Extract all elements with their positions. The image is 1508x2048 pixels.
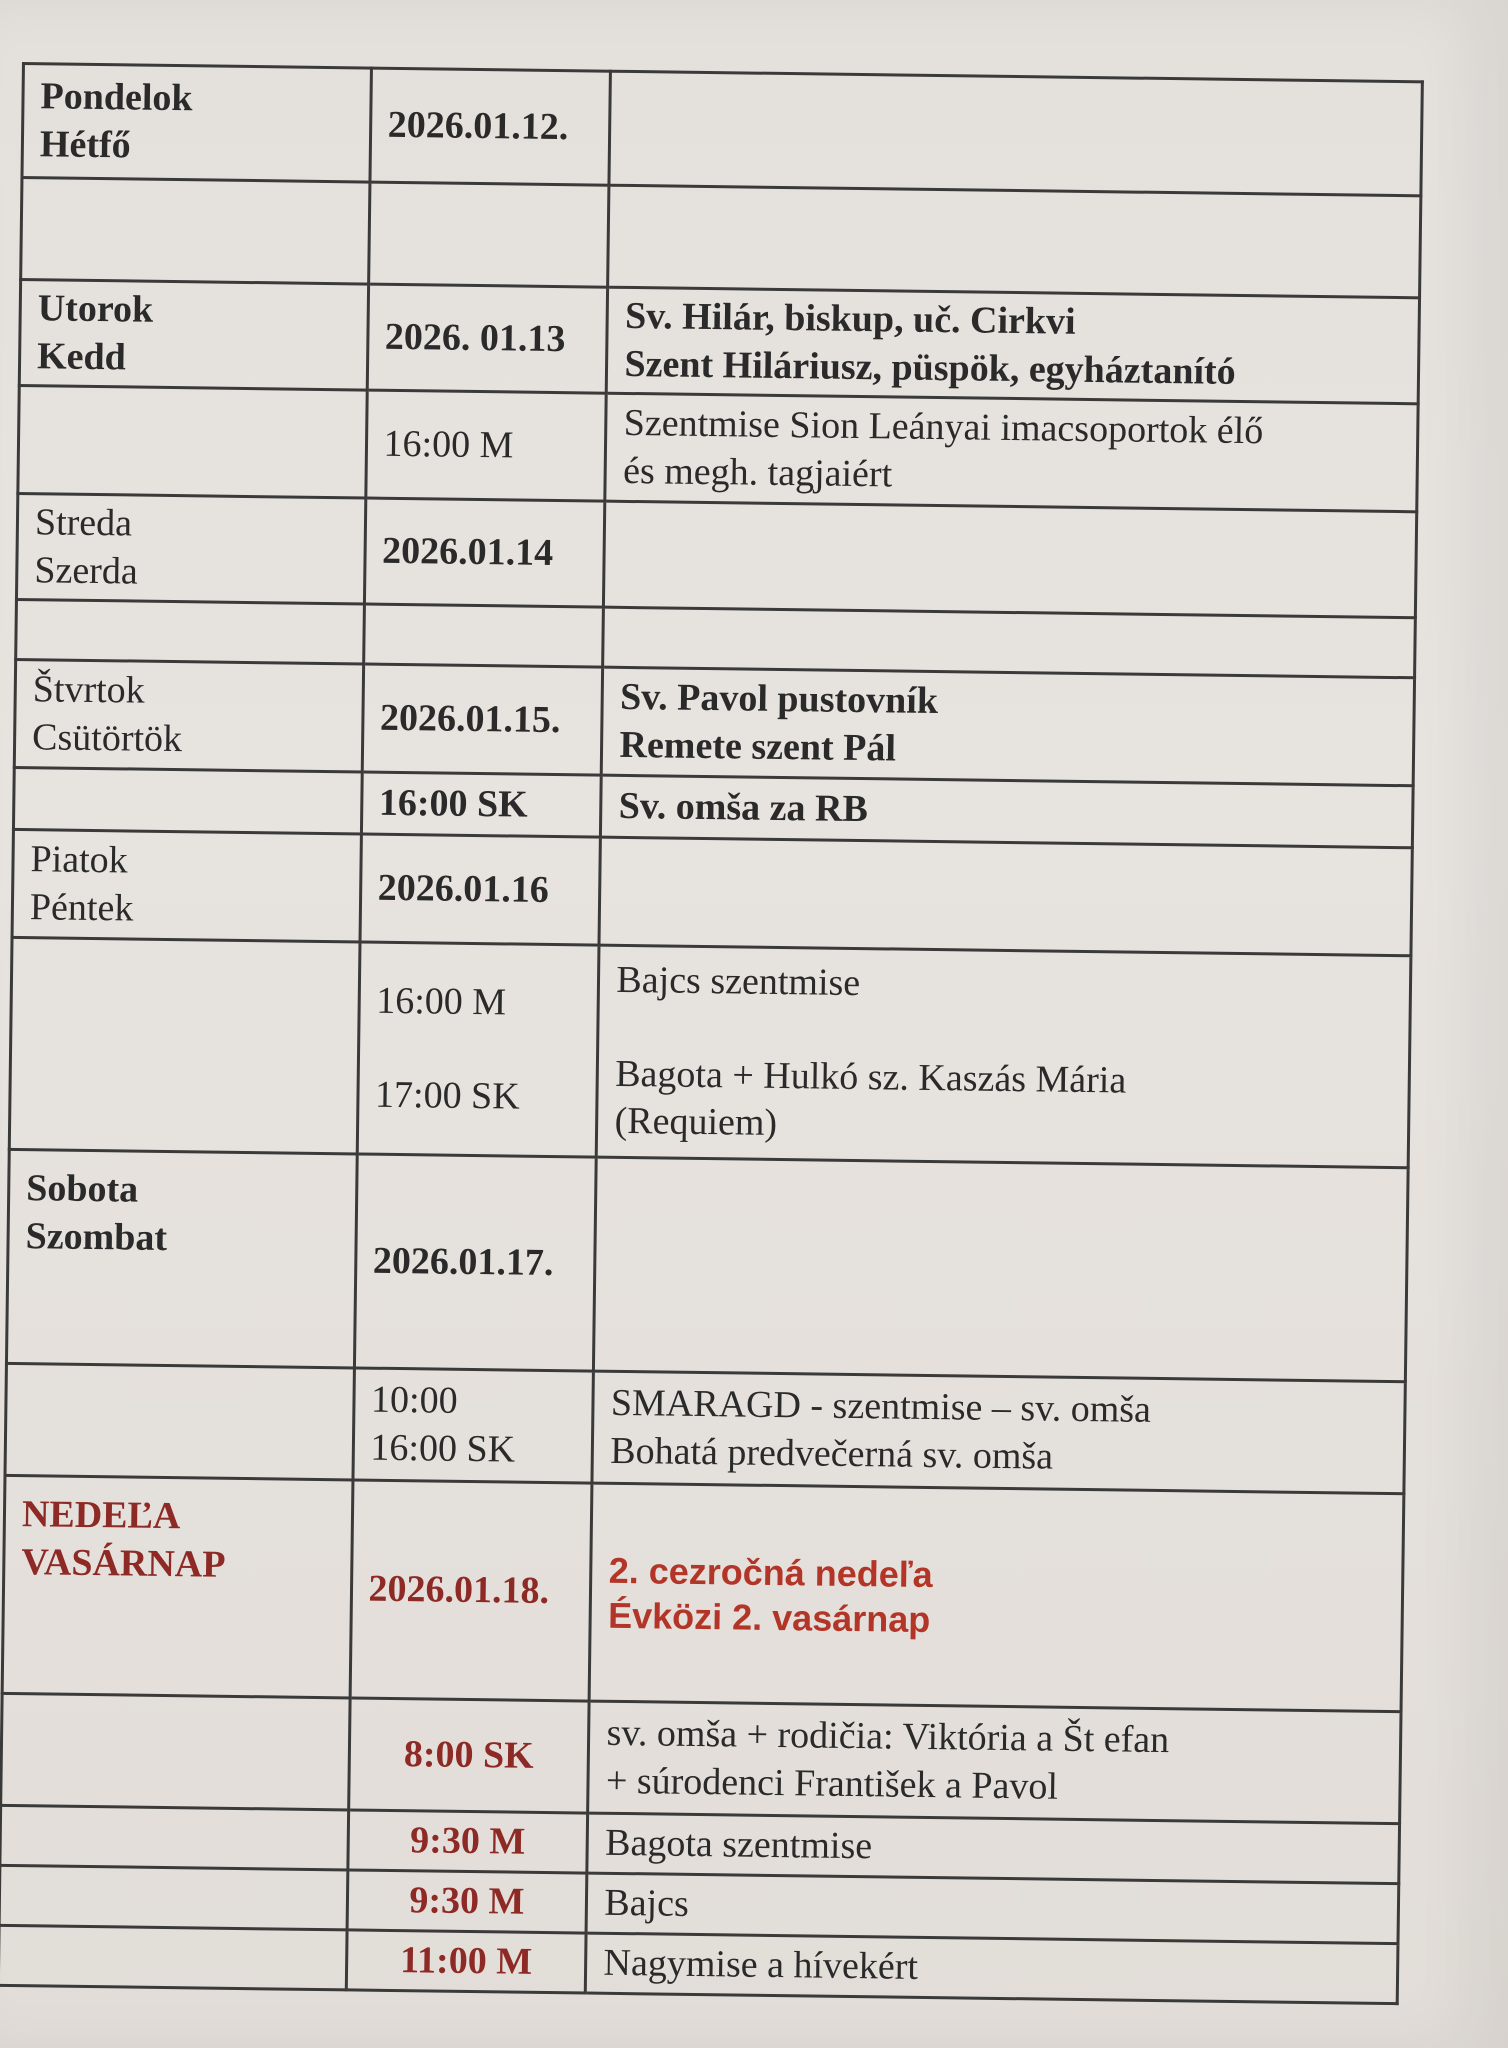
day-row-friday: [12, 829, 1412, 955]
feast-cell: [599, 837, 1412, 956]
service-time: 16:00 SK: [370, 1426, 516, 1471]
feast-hu: Szent Hiláriusz, püspök, egyháztanító: [624, 342, 1236, 393]
empty-cell: [0, 1865, 347, 1930]
day-name-cell: [19, 280, 368, 391]
feast-cell: [609, 71, 1422, 196]
feast-cell: [604, 501, 1417, 618]
day-name-sk: Piatok: [30, 838, 128, 882]
feast-hu: Remete szent Pál: [619, 723, 897, 769]
day-row-saturday: [6, 1149, 1408, 1381]
time-cell: 11:00 M: [346, 1930, 587, 1993]
feast-hu: Évközi 2. vasárnap: [607, 1594, 931, 1640]
day-name-cell: [16, 493, 365, 604]
service-row: [9, 937, 1411, 1167]
empty-cell: [13, 767, 361, 834]
service-line: és megh. tagjaiért: [622, 449, 893, 495]
day-row-tuesday: [19, 280, 1419, 404]
day-name-hu: Csütörtök: [31, 715, 183, 760]
service-line: Bajcs szentmise: [616, 959, 861, 1005]
service-cell: [605, 393, 1418, 512]
day-row-monday: [22, 64, 1422, 196]
service-cell: Bagota szentmise: [587, 1813, 1399, 1884]
feast-cell: [594, 1157, 1408, 1382]
date-cell: 2026.01.18.: [350, 1480, 593, 1701]
feast-cell: [590, 1483, 1404, 1712]
time-cell: [368, 182, 609, 287]
day-name-cell: [12, 829, 361, 942]
service-line: sv. omša + rodičia: Viktória a Št efan: [606, 1711, 1170, 1762]
empty-cell: [9, 937, 359, 1154]
empty-cell: [0, 1925, 347, 1990]
day-row-sunday: [2, 1475, 1404, 1711]
day-name-cell: [6, 1149, 356, 1368]
day-name-cell: [14, 659, 363, 772]
service-line: Bohatá predvečerná sv. omša: [610, 1429, 1054, 1478]
service-cell: [588, 1701, 1401, 1824]
service-row: [18, 385, 1418, 511]
service-time: 16:00 M: [375, 979, 507, 1024]
empty-cell: [0, 1805, 348, 1870]
service-cell: [603, 607, 1415, 678]
service-cell: Bajcs: [586, 1873, 1398, 1944]
time-cell: [363, 604, 604, 667]
date-cell: 2026. 01.13: [367, 284, 608, 393]
mass-schedule-table: [0, 62, 1424, 2005]
feast-sk: Sv. Pavol pustovník: [619, 675, 939, 723]
feast-sk: Sv. Hilár, biskup, uč. Cirkvi: [624, 294, 1076, 343]
empty-cell: [1, 1693, 350, 1810]
empty-cell: [18, 385, 367, 498]
day-name-sk: NEDEĽA: [21, 1493, 181, 1538]
day-row-thursday: [14, 659, 1414, 785]
day-name-hu: Kedd: [36, 334, 127, 378]
day-name-sk: Sobota: [25, 1167, 139, 1211]
service-line: SMARAGD - szentmise – sv. omša: [610, 1381, 1152, 1431]
time-cell: [357, 942, 600, 1157]
empty-cell: [5, 1363, 354, 1480]
service-line: (Requiem): [614, 1100, 778, 1145]
empty-cell: [16, 599, 364, 664]
service-line: + súrodenci František a Pavol: [605, 1759, 1059, 1808]
day-name-sk: Pondelok: [40, 75, 193, 120]
service-row: [5, 1363, 1405, 1493]
time-cell: 16:00 SK: [361, 772, 602, 837]
empty-cell: [21, 178, 370, 285]
service-time: 17:00 SK: [374, 1073, 520, 1118]
time-cell: 16:00 M: [365, 390, 606, 501]
day-name-hu: Szerda: [34, 548, 139, 593]
service-cell: Nagymise a hívekért: [586, 1933, 1398, 2004]
day-name-sk: Utorok: [37, 287, 154, 331]
service-cell: [608, 185, 1421, 298]
service-line: Bagota + Hulkó sz. Kaszás Mária: [614, 1052, 1127, 1102]
date-cell: 2026.01.16: [360, 834, 601, 945]
time-cell: [352, 1368, 593, 1483]
day-name-hu: VASÁRNAP: [21, 1540, 226, 1586]
day-name-hu: Péntek: [29, 885, 134, 930]
day-name-hu: Szombat: [25, 1214, 168, 1259]
service-cell: [592, 1371, 1405, 1494]
service-row: [21, 178, 1421, 298]
day-name-cell: [2, 1475, 352, 1698]
date-cell: 2026.01.17.: [354, 1154, 597, 1371]
date-cell: 2026.01.14: [364, 498, 605, 607]
feast-cell: [607, 287, 1420, 404]
service-row: [1, 1693, 1401, 1823]
feast-cell: [602, 667, 1415, 786]
time-cell: 9:30 M: [347, 1870, 588, 1933]
date-cell: 2026.01.12.: [369, 68, 610, 185]
service-cell: Sv. omša za RB: [601, 775, 1413, 848]
date-cell: 2026.01.15.: [362, 664, 603, 775]
feast-sk: 2. cezročná nedeľa: [608, 1549, 934, 1595]
day-name-hu: Hétfő: [39, 122, 131, 166]
service-cell: [597, 945, 1411, 1168]
service-line: Szentmise Sion Leányai imacsoportok élő: [623, 401, 1264, 453]
time-cell: 9:30 M: [347, 1810, 588, 1873]
day-row-wednesday: [16, 493, 1416, 617]
day-name-cell: [22, 64, 371, 183]
day-name-sk: Štvrtok: [32, 668, 145, 712]
day-name-sk: Streda: [34, 501, 133, 545]
service-time: 10:00: [370, 1378, 458, 1422]
time-cell: 8:00 SK: [348, 1698, 589, 1813]
